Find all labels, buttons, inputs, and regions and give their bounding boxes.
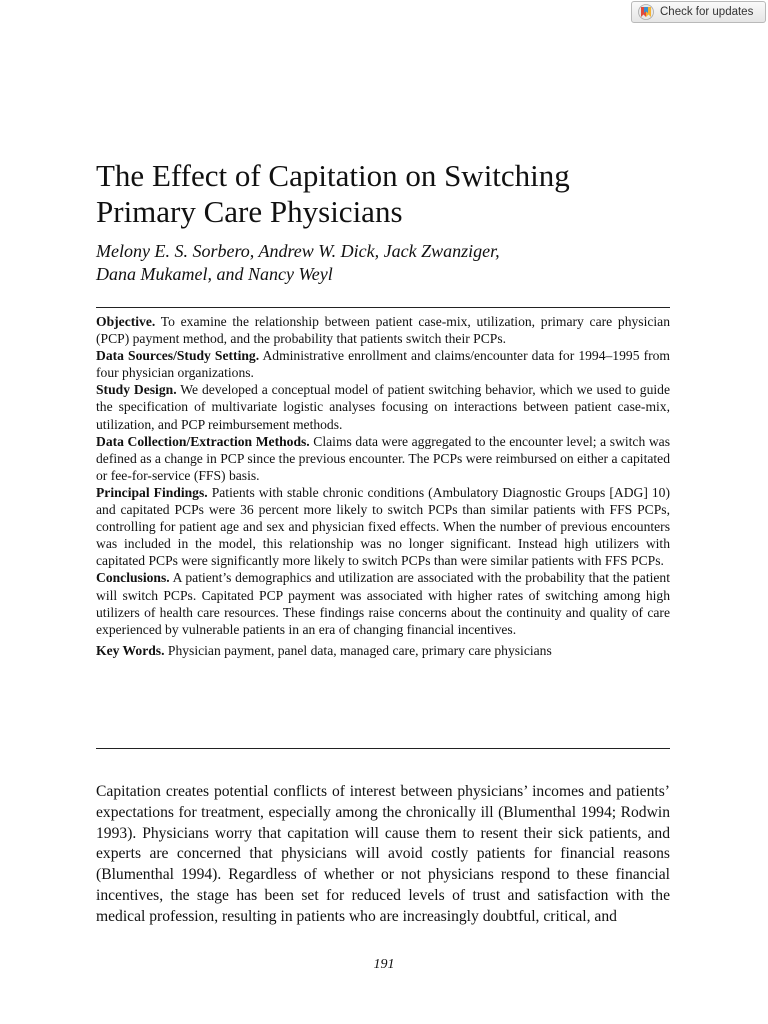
conclusions-label: Conclusions.	[96, 570, 170, 586]
abstract-findings	[96, 484, 670, 569]
abstract-keywords	[96, 642, 670, 659]
abstract-bottom-divider	[96, 748, 670, 749]
crossmark-icon	[638, 4, 654, 20]
abstract-conclusions	[96, 569, 670, 637]
authors-line-1: Melony E. S. Sorbero, Andrew W. Dick, Jack Zwanziger,	[96, 241, 500, 261]
article-title-line-1: The Effect of Capitation on Switching	[96, 158, 570, 193]
study-design-text: We developed a conceptual model of patient switching behavior, which we used to guide the specification of multivariate logistic analyses focusing on interactions between patient case-mix, utilization, and PCP reimbursement methods.	[96, 382, 670, 432]
abstract-data-sources	[96, 347, 670, 381]
article-title-line-2: Primary Care Physicians	[96, 194, 403, 229]
abstract-top-divider	[96, 307, 670, 308]
study-design-label: Study Design.	[96, 382, 177, 398]
methods-text: Claims data were aggregated to the encounter level; a switch was defined as a change in PCP since the previous encounter. The PCPs were reimbursed on either a capitated or fee-for-service (FFS) basis.	[96, 433, 670, 483]
article-title	[96, 158, 696, 230]
keywords-label: Key Words.	[96, 642, 165, 658]
abstract-objective	[96, 313, 670, 347]
author-list	[96, 240, 696, 286]
abstract-methods	[96, 433, 670, 484]
objective-label: Objective.	[96, 314, 156, 329]
findings-label: Principal Findings.	[96, 484, 208, 500]
abstract	[96, 313, 670, 659]
check-for-updates-label: Check for updates	[660, 6, 754, 18]
objective-text: To examine the relationship between patient case-mix, utilization, primary care physician (PCP) payment method, and the probability that patients switch their PCPs.	[96, 314, 670, 347]
keywords-text: Physician payment, panel data, managed care, primary care physicians	[167, 642, 552, 658]
data-sources-label: Data Sources/Study Setting.	[96, 348, 260, 364]
abstract-study-design	[96, 381, 670, 432]
data-sources-text: Administrative enrollment and claims/encounter data for 1994–1995 from four physician organizations.	[96, 348, 670, 381]
body-paragraph: Capitation creates potential conflicts of interest between physicians’ incomes and patients’ expectations for treatment, especially among the chronically ill (Blumenthal 1994; Rodwin 1993). Physicians worry that capitation will cause them to resent their sick patients, and experts are concerned that physicians will avoid costly patients for financial reasons (Blumenthal 1994). Regardless of whether or not physicians respond to these financial incentives, the stage has been set for reduced levels of trust and satisfaction with the medical profession, resulting in patients who are increasingly doubtful, critical, and	[96, 783, 670, 925]
check-for-updates-button[interactable]	[631, 1, 766, 23]
authors-line-2: Dana Mukamel, and Nancy Weyl	[96, 264, 333, 284]
conclusions-text: A patient’s demographics and utilization are associated with the probability that the patient will switch PCPs. Capitated PCP payment was associated with higher rates of switching among high utilizers of health care resources. These findings raise concerns about the continuity and quality of care experienced by vulnerable patients in an era of changing financial incentives.	[96, 570, 670, 637]
findings-text: Patients with stable chronic conditions (Ambulatory Diagnostic Groups [ADG] 10) and capitated PCPs were 36 percent more likely to switch PCPs than similar patients with FFS PCPs, controlling for patient age and sex and physician fixed effects. When the number of previous encounters was included in the model, this relationship was no longer significant. Instead high utilizers with capitated PCPs were significantly more likely to switch PCPs than were similar patients with FFS PCPs.	[96, 484, 670, 569]
page-number: 191	[373, 957, 395, 972]
methods-label: Data Collection/Extraction Methods.	[96, 433, 310, 449]
